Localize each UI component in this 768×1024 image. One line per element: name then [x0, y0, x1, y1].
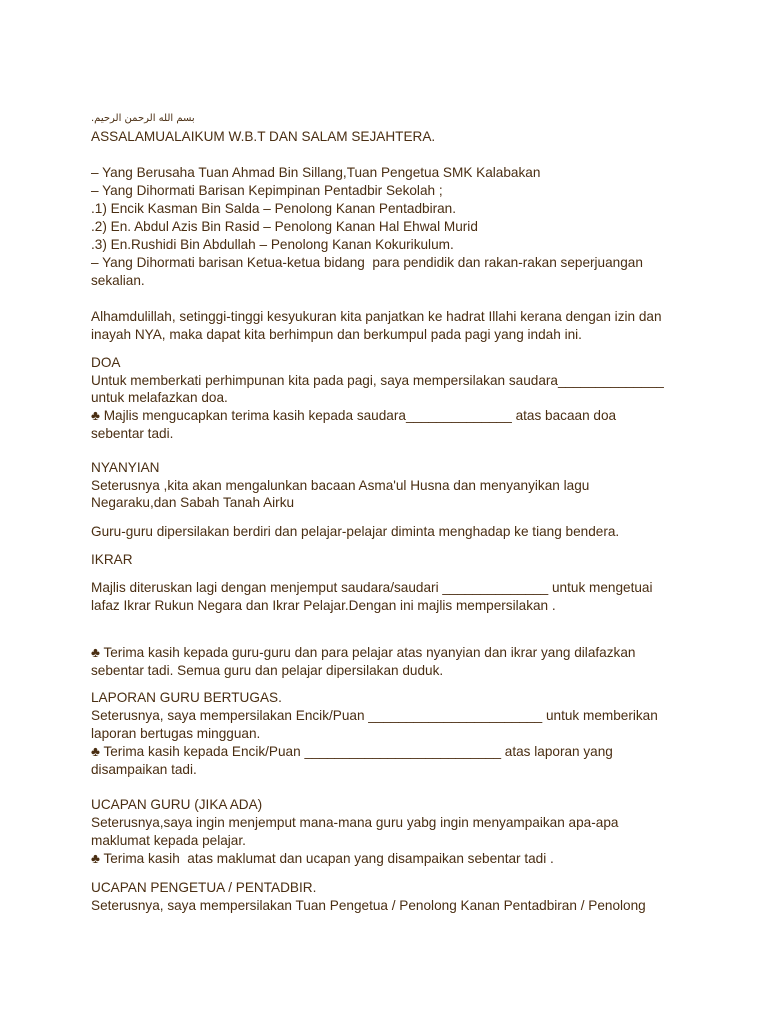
paragraph-line: Seterusnya ,kita akan mengalunkan bacaan Asma'ul Husna dan menyanyikan lagu: [91, 478, 590, 493]
paragraph-line: ♣ Majlis mengucapkan terima kasih kepada saudara______________ atas bacaan doa: [91, 408, 617, 423]
paragraph-line: laporan bertugas mingguan.: [91, 726, 261, 741]
opening-paragraph-line: Alhamdulillah, setinggi-tinggi kesyukuran kita panjatkan ke hadrat Illahi kerana dengan izin dan: [91, 309, 662, 324]
section-heading-ucapan-pengetua: UCAPAN PENGETUA / PENTADBIR.: [91, 880, 317, 895]
paragraph-line: Untuk memberkati perhimpunan kita pada pagi, saya mempersilakan saudara______________: [91, 373, 664, 388]
protocol-line: – Yang Dihormati barisan Ketua-ketua bidang para pendidik dan rakan-rakan seperjuangan: [91, 255, 643, 270]
opening-paragraph-line: inayah NYA, maka dapat kita berhimpun dan berkumpul pada pagi yang indah ini.: [91, 327, 582, 342]
paragraph-line: Seterusnya, saya mempersilakan Tuan Pengetua / Penolong Kanan Pentadbiran / Penolong: [91, 898, 646, 913]
paragraph-line: maklumat kepada pelajar.: [91, 833, 246, 848]
paragraph-line: disampaikan tadi.: [91, 762, 197, 777]
paragraph-line: Guru-guru dipersilakan berdiri dan pelajar-pelajar diminta menghadap ke tiang bendera.: [91, 524, 620, 539]
paragraph-line: sebentar tadi. Semua guru dan pelajar dipersilakan duduk.: [91, 663, 444, 678]
protocol-line: .3) En.Rushidi Bin Abdullah – Penolong Kanan Kokurikulum.: [91, 237, 454, 252]
paragraph-line: untuk melafazkan doa.: [91, 390, 228, 405]
protocol-line: sekalian.: [91, 273, 145, 288]
paragraph-line: Negaraku,dan Sabah Tanah Airku: [91, 495, 295, 510]
greeting-line: ASSALAMUALAIKUM W.B.T DAN SALAM SEJAHTERA.: [91, 129, 436, 144]
section-heading-doa: DOA: [91, 355, 121, 370]
protocol-line: .2) En. Abdul Azis Bin Rasid – Penolong Kanan Hal Ehwal Murid: [91, 219, 478, 234]
section-heading-nyanyian: NYANYIAN: [91, 460, 160, 475]
paragraph-line: Majlis diteruskan lagi dengan menjemput saudara/saudari ______________ untuk mengetuai: [91, 580, 653, 595]
protocol-line: .1) Encik Kasman Bin Salda – Penolong Kanan Pentadbiran.: [91, 201, 457, 216]
protocol-line: – Yang Dihormati Barisan Kepimpinan Pentadbir Sekolah ;: [91, 183, 443, 198]
paragraph-line: ♣ Terima kasih kepada guru-guru dan para pelajar atas nyanyian dan ikrar yang dilafazkan: [91, 645, 636, 660]
paragraph-line: lafaz Ikrar Rukun Negara dan Ikrar Pelajar.Dengan ini majlis mempersilakan .: [91, 598, 556, 613]
paragraph-line: Seterusnya, saya mempersilakan Encik/Puan _______________________ untuk memberikan: [91, 708, 658, 723]
paragraph-line: Seterusnya,saya ingin menjemput mana-mana guru yabg ingin menyampaikan apa-apa: [91, 815, 619, 830]
section-heading-ucapan-guru: UCAPAN GURU (JIKA ADA): [91, 797, 263, 812]
paragraph-line: ♣ Terima kasih atas maklumat dan ucapan yang disampaikan sebentar tadi .: [91, 851, 554, 866]
section-heading-laporan-guru-bertugas: LAPORAN GURU BERTUGAS.: [91, 690, 282, 705]
protocol-line: – Yang Berusaha Tuan Ahmad Bin Sillang,Tuan Pengetua SMK Kalabakan: [91, 165, 541, 180]
section-heading-ikrar: IKRAR: [91, 552, 133, 567]
bismillah-line: بسم الله الرحمن الرحيم.: [91, 113, 195, 124]
paragraph-line: sebentar tadi.: [91, 426, 174, 441]
paragraph-line: ♣ Terima kasih kepada Encik/Puan __________________________ atas laporan yang: [91, 744, 613, 759]
